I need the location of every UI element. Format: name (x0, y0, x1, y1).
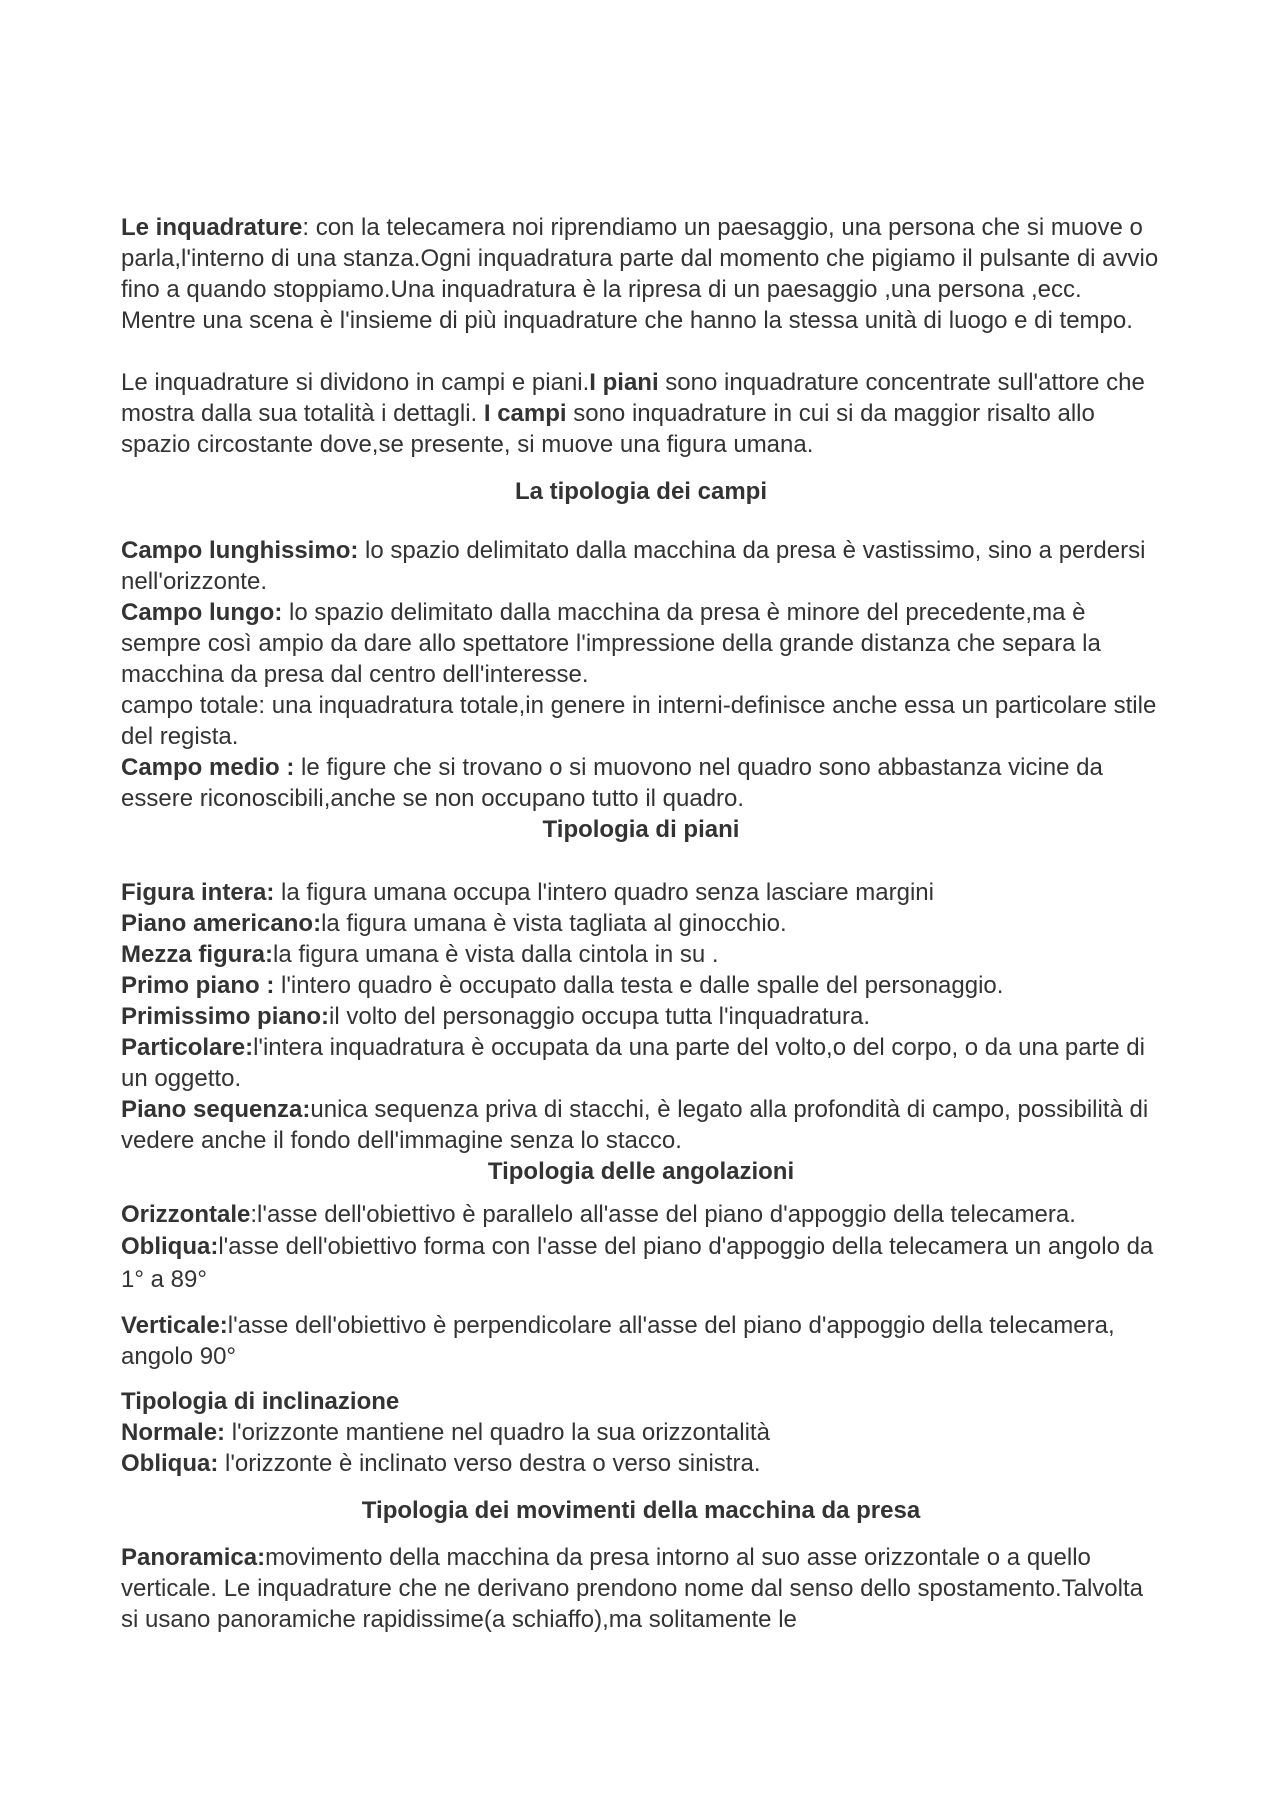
heading-movimenti: Tipologia dei movimenti della macchina da presa (361, 1497, 921, 1524)
angolazione-obliqua: Obliqua:l'asse dell'obiettivo forma con l'asse del piano d'appoggio della telecamera un angolo da 1° a 89° (121, 1233, 1154, 1293)
mezza-figura: Mezza figura:la figura umana è vista dalla cintola in su . (121, 941, 719, 968)
inclinazione-normale: Normale: l'orizzonte mantiene nel quadro la sua orizzontalità (121, 1419, 770, 1446)
heading-angolazioni: Tipologia delle angolazioni (487, 1158, 795, 1185)
term-i-campi: I campi (483, 400, 567, 427)
movimento-panoramica: Panoramica:movimento della macchina da presa intorno al suo asse orizzontale o a quello verticale. Le inquadrature che ne derivano prendono nome dal senso dello spostamento.Talvolta si usano panoramiche rapidissime(a schiaffo),ma solitamente le (121, 1544, 1143, 1633)
inclinazione-obliqua: Obliqua: l'orizzonte è inclinato verso destra o verso sinistra. (121, 1450, 761, 1477)
heading-piani: Tipologia di piani (542, 816, 740, 843)
campo-lunghissimo: Campo lunghissimo: lo spazio delimitato dalla macchina da presa è vastissimo, sino a perdersi nell'orizzonte. (121, 537, 1146, 595)
term-le-inquadrature: Le inquadrature (121, 214, 303, 241)
heading-inclinazione: Tipologia di inclinazione (121, 1388, 400, 1415)
intro-paragraph-1: Le inquadrature: con la telecamera noi riprendiamo un paesaggio, una persona che si muove o parla,l'interno di una stanza.Ogni inquadratura parte dal momento che pigiamo il pulsante di avvio fino a quando stoppiamo.Una inquadratura è la ripresa di un paesaggio ,una persona ,ecc. Mentre una scena è l'insieme di più inquadrature che hanno la stessa unità di luogo e di tempo. (121, 214, 1159, 334)
primissimo-piano: Primissimo piano:il volto del personaggio occupa tutta l'inquadratura. (121, 1003, 870, 1030)
campo-totale: campo totale: una inquadratura totale,in genere in interni-definisce anche essa un particolare stile del regista. (121, 692, 1157, 750)
figura-intera: Figura intera: la figura umana occupa l'intero quadro senza lasciare margini (121, 879, 934, 906)
campo-medio: Campo medio : le figure che si trovano o si muovono nel quadro sono abbastanza vicine da essere riconoscibili,anche se non occupano tutto il quadro. (121, 754, 1103, 812)
heading-campi: La tipologia dei campi (514, 478, 768, 505)
piano-sequenza: Piano sequenza:unica sequenza priva di stacchi, è legato alla profondità di campo, possibilità di vedere anche il fondo dell'immagine senza lo stacco. (121, 1096, 1149, 1154)
campo-lungo: Campo lungo: lo spazio delimitato dalla macchina da presa è minore del precedente,ma è sempre così ampio da dare allo spettatore l'impressione della grande distanza che separa la macchina da presa dal centro dell'interesse. (121, 599, 1101, 688)
intro-paragraph-2: Le inquadrature si dividono in campi e piani.I piani sono inquadrature concentrate sull'attore che mostra dalla sua totalità i dettagli. I campi sono inquadrature in cui si da maggior risalto allo spazio circostante dove,se presente, si muove una figura umana. (121, 369, 1145, 458)
document-page (121, 212, 1161, 1635)
primo-piano: Primo piano : l'intero quadro è occupato dalla testa e dalle spalle del personaggio. (121, 972, 1004, 999)
angolazione-verticale: Verticale:l'asse dell'obiettivo è perpendicolare all'asse del piano d'appoggio della telecamera, angolo 90° (121, 1312, 1115, 1370)
piano-americano: Piano americano:la figura umana è vista tagliata al ginocchio. (121, 910, 787, 937)
angolazione-orizzontale: Orizzontale:l'asse dell'obiettivo è parallelo all'asse del piano d'appoggio della telecamera. (121, 1201, 1076, 1228)
particolare: Particolare:l'intera inquadratura è occupata da una parte del volto,o del corpo, o da una parte di un oggetto. (121, 1034, 1145, 1092)
term-i-piani: I piani (589, 369, 659, 396)
